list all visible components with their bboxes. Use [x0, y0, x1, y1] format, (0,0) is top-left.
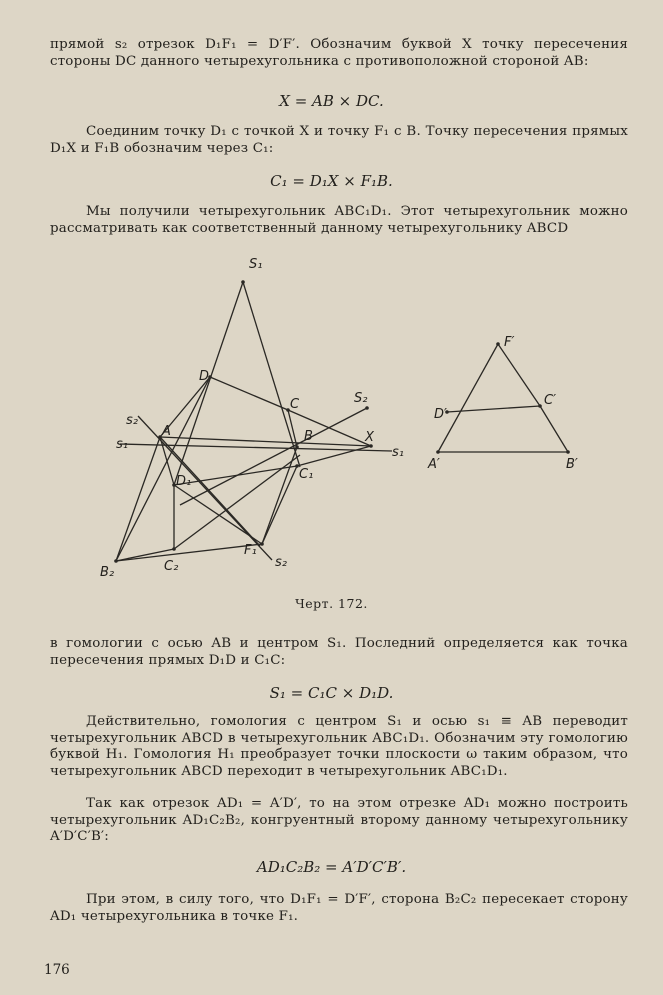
label-s2-bottom: s₂ [275, 555, 287, 570]
page-number: 176 [44, 962, 70, 978]
formula-3: S₁ = C₁C ⨯ D₁D. [269, 684, 394, 702]
label-B: B [304, 429, 313, 444]
label-F1: F₁ [244, 543, 257, 558]
paragraph-2: Соединим точку D₁ с точкой X и точку F₁ с B. Точку пересечения прямых D₁X и F₁B обозначим через C₁: [50, 124, 628, 156]
label-X: X [365, 430, 374, 445]
label-A: A [162, 424, 171, 439]
label-C1: C₁ [299, 467, 314, 482]
label-F-prime: F′ [504, 335, 515, 350]
label-s1-left: s₁ [116, 437, 128, 452]
paragraph-3: Мы получили четырехугольник ABC₁D₁. Этот четырехугольник можно рассматривать как соответственный данному четырехугольнику ABCD [50, 204, 628, 236]
paragraph-6: Так как отрезок AD₁ = A′D′, то на этом отрезке AD₁ можно построить четырехугольник AD₁C₂B₂, конгруентный второму данному четырехугольнику A′D′C′B′: [50, 796, 628, 845]
label-A-prime: A′ [428, 457, 440, 472]
figure-caption: Черт. 172. [295, 596, 368, 611]
label-C: C [290, 397, 300, 412]
label-s2-left: s₂ [126, 413, 138, 428]
paragraph-4: в гомологии с осью AB и центром S₁. Последний определяется как точка пересечения прямых D₁D и C₁C: [50, 636, 628, 668]
paragraph-1: прямой s₂ отрезок D₁F₁ = D′F′. Обозначим буквой X точку пересечения стороны DC данного четырехугольника с противоположной стороной AB: [50, 37, 628, 69]
label-D: D [199, 369, 210, 384]
label-D1: D₁ [176, 474, 192, 489]
formula-1: X = AB ⨯ DC. [279, 92, 384, 110]
label-D-prime: D′ [434, 407, 447, 422]
label-s1-right: s₁ [392, 445, 404, 460]
label-B2: B₂ [100, 565, 115, 580]
paragraph-5: Действительно, гомология с центром S₁ и осью s₁ ≡ AB переводит четырехугольник ABCD в четырехугольник ABC₁D₁. Обозначим эту гомологию буквой H₁. Гомология H₁ преобразует точки плоскости ω таким образом, что четырехугольник ABCD переходит в четырехугольник ABC₁D₁. [50, 714, 628, 779]
label-C2: C₂ [164, 559, 179, 574]
label-S1: S₁ [249, 257, 263, 272]
label-B-prime: B′ [566, 457, 578, 472]
label-C-prime: C′ [544, 393, 557, 408]
formula-2: C₁ = D₁X ⨯ F₁B. [270, 172, 393, 190]
formula-4: AD₁C₂B₂ = A′D′C′B′. [256, 858, 407, 876]
label-S2: S₂ [354, 391, 368, 406]
paragraph-7: При этом, в силу того, что D₁F₁ = D′F′, сторона B₂C₂ пересекает сторону AD₁ четырехугольника в точке F₁. [50, 892, 628, 924]
